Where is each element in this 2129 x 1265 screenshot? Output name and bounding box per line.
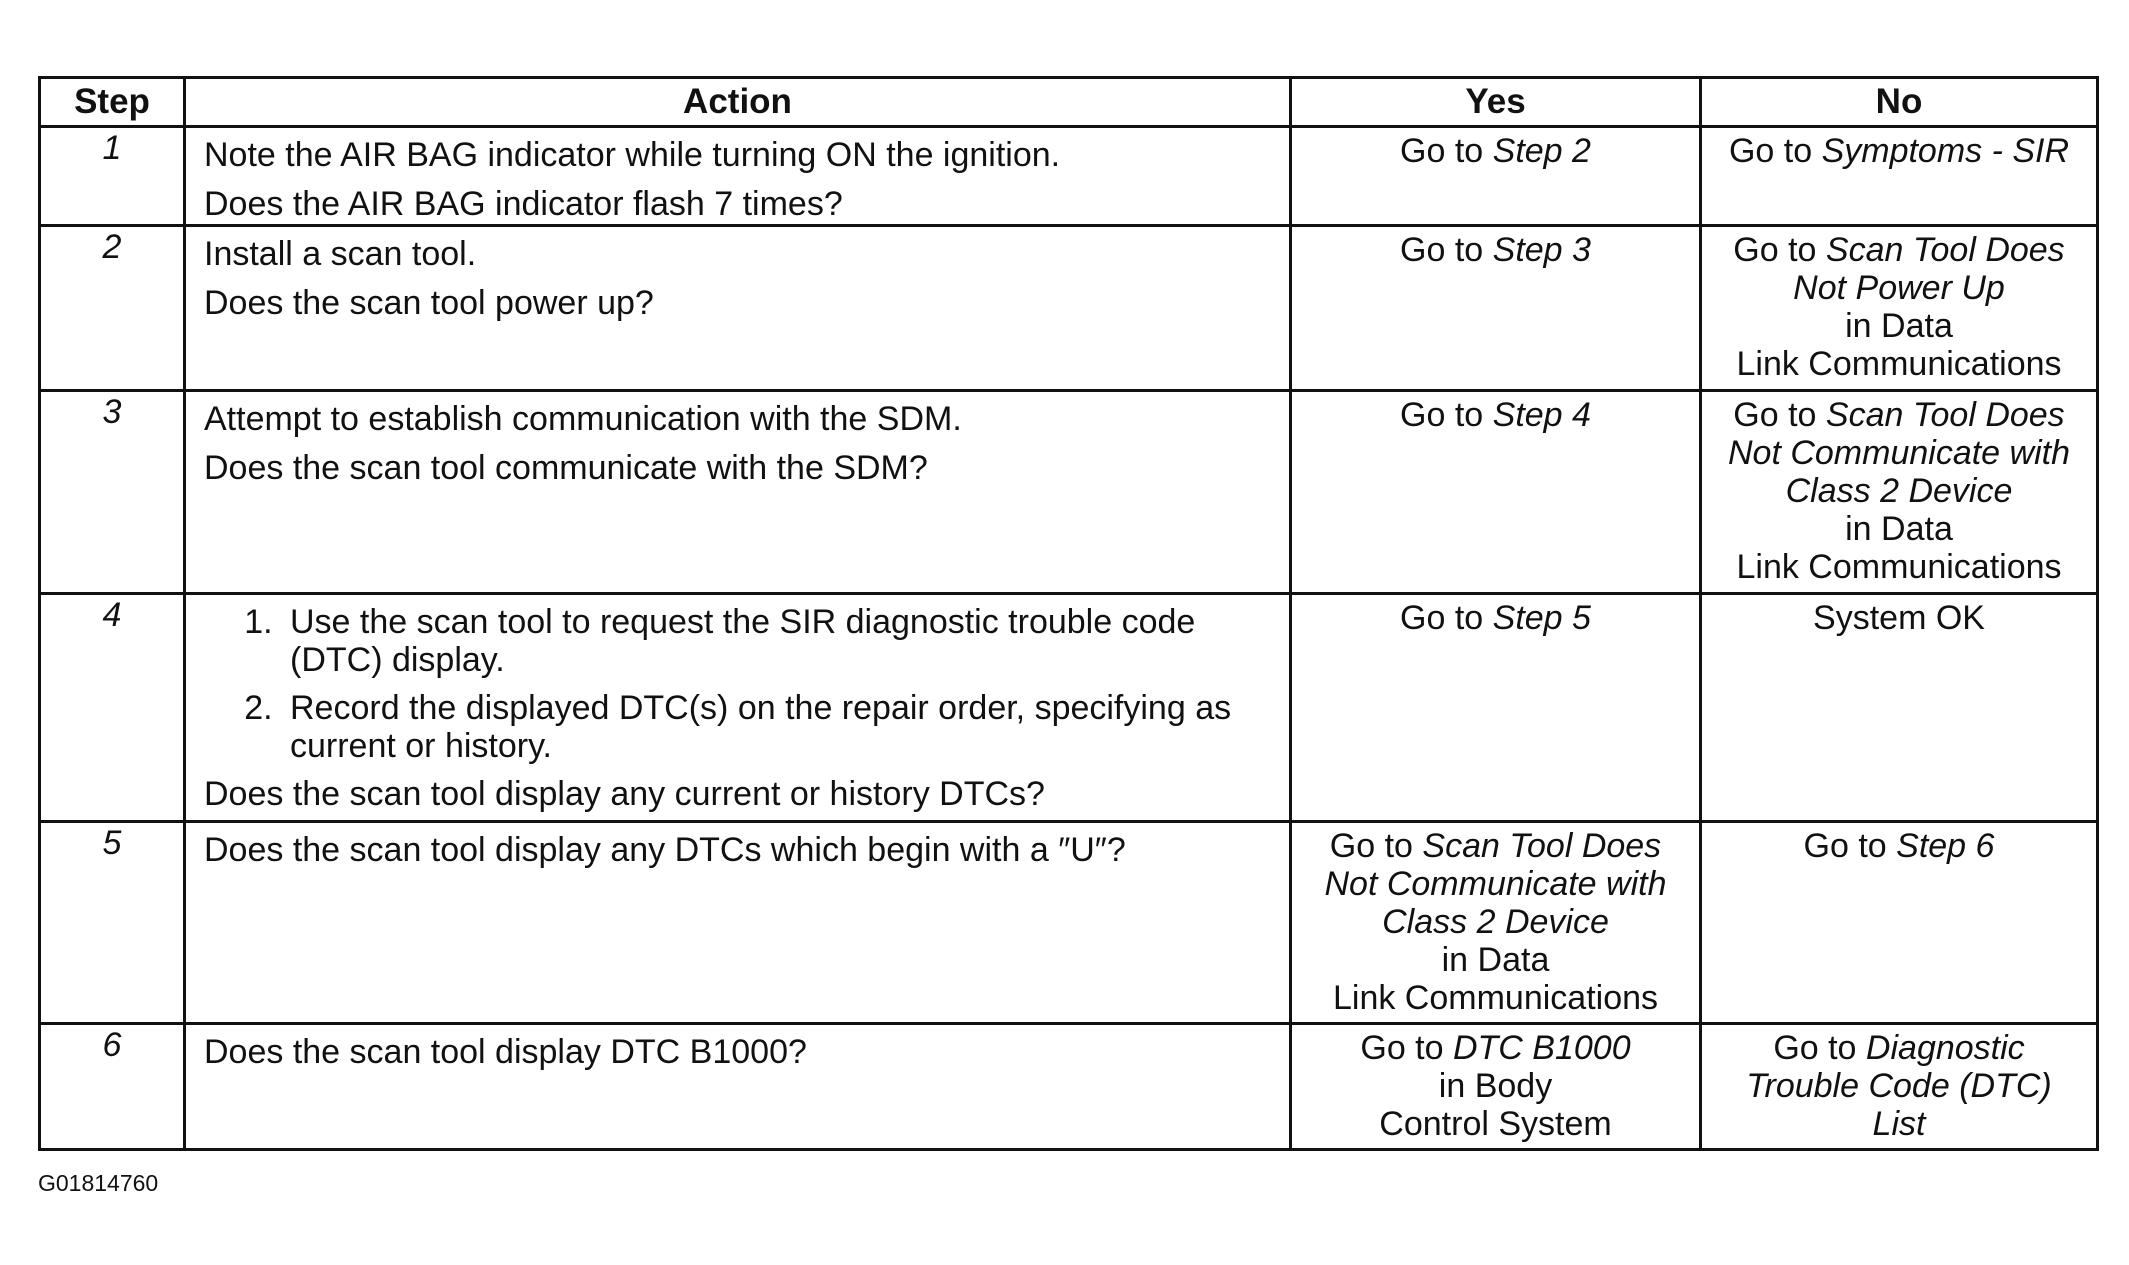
yes-prefix: Go to bbox=[1400, 396, 1493, 434]
no-cell bbox=[1701, 594, 2098, 822]
action-cell bbox=[185, 594, 1291, 822]
yes-cell bbox=[1291, 1024, 1701, 1150]
no-prefix: Go to bbox=[1773, 1029, 1866, 1067]
table-row bbox=[40, 226, 2098, 391]
yes-link[interactable]: Step 2 bbox=[1492, 132, 1591, 170]
diagnostic-table bbox=[38, 76, 2099, 1151]
yes-suffix: in Body bbox=[1438, 1067, 1553, 1105]
yes-link-cont[interactable]: Not Communicate with bbox=[1324, 865, 1667, 903]
step-number: 3 bbox=[40, 391, 185, 594]
action-question: Does the scan tool display DTC B1000? bbox=[204, 1033, 807, 1071]
no-link-cont[interactable]: Not Communicate with bbox=[1727, 434, 2070, 472]
step-number: 2 bbox=[40, 226, 185, 391]
header-action: Action bbox=[185, 78, 1291, 127]
no-cell bbox=[1701, 127, 2098, 226]
yes-cell bbox=[1291, 127, 1701, 226]
no-suffix: Link Communications bbox=[1736, 345, 2062, 383]
figure-id: G01814760 bbox=[38, 1170, 159, 1196]
no-link[interactable]: Symptoms - SIR bbox=[1821, 132, 2070, 170]
yes-link-cont[interactable]: Class 2 Device bbox=[1382, 903, 1609, 941]
no-suffix: Link Communications bbox=[1736, 548, 2062, 586]
no-prefix: Go to bbox=[1733, 231, 1826, 269]
header-step: Step bbox=[40, 78, 185, 127]
no-suffix: in Data bbox=[1845, 307, 1953, 345]
no-prefix: Go to bbox=[1733, 396, 1826, 434]
no-result: System OK bbox=[1813, 599, 1985, 637]
action-question: Does the scan tool display any current or history DTCs? bbox=[204, 775, 1045, 813]
action-steps-list bbox=[204, 603, 1275, 765]
header-row bbox=[40, 78, 2098, 127]
step-number: 4 bbox=[40, 594, 185, 822]
action-cell bbox=[185, 127, 1291, 226]
action-question: Does the scan tool communicate with the SDM? bbox=[204, 449, 928, 487]
yes-suffix: in Data bbox=[1441, 941, 1550, 979]
yes-prefix: Go to bbox=[1360, 1029, 1453, 1067]
no-link[interactable]: Diagnostic bbox=[1865, 1029, 2025, 1067]
table-row bbox=[40, 127, 2098, 226]
table-row bbox=[40, 1024, 2098, 1150]
list-item: 1. Use the scan tool to request the SIR diagnostic trouble code (DTC) display. bbox=[282, 603, 1275, 679]
action-instruction: Attempt to establish communication with the SDM. bbox=[204, 400, 962, 438]
header-yes: Yes bbox=[1291, 78, 1701, 127]
no-link-cont[interactable]: List bbox=[1872, 1105, 1926, 1143]
step-number: 1 bbox=[40, 127, 185, 226]
action-question: Does the scan tool display any DTCs which begin with a ″U″? bbox=[204, 831, 1126, 869]
no-link-cont[interactable]: Not Power Up bbox=[1793, 269, 2005, 307]
no-link-cont[interactable]: Class 2 Device bbox=[1785, 472, 2013, 510]
yes-cell bbox=[1291, 226, 1701, 391]
action-question: Does the AIR BAG indicator flash 7 times? bbox=[204, 185, 843, 223]
yes-cell bbox=[1291, 594, 1701, 822]
no-cell bbox=[1701, 1024, 2098, 1150]
no-prefix: Go to bbox=[1728, 132, 1822, 170]
yes-link[interactable]: DTC B1000 bbox=[1452, 1029, 1631, 1067]
action-question: Does the scan tool power up? bbox=[204, 284, 654, 322]
no-prefix: Go to bbox=[1803, 827, 1897, 865]
yes-cell bbox=[1291, 391, 1701, 594]
yes-prefix: Go to bbox=[1400, 132, 1493, 170]
yes-cell bbox=[1291, 822, 1701, 1024]
no-cell bbox=[1701, 822, 2098, 1024]
action-instruction: Note the AIR BAG indicator while turning ON the ignition. bbox=[204, 136, 1061, 174]
step-number: 6 bbox=[40, 1024, 185, 1150]
yes-prefix: Go to bbox=[1400, 231, 1493, 269]
action-cell bbox=[185, 226, 1291, 391]
yes-prefix: Go to bbox=[1329, 827, 1423, 865]
header-no: No bbox=[1701, 78, 2098, 127]
table-row bbox=[40, 822, 2098, 1024]
action-cell bbox=[185, 822, 1291, 1024]
yes-link[interactable]: Step 4 bbox=[1492, 396, 1591, 434]
step-number: 5 bbox=[40, 822, 185, 1024]
no-cell bbox=[1701, 391, 2098, 594]
table-row bbox=[40, 391, 2098, 594]
action-instruction: Install a scan tool. bbox=[204, 235, 477, 273]
no-link-cont[interactable]: Trouble Code (DTC) bbox=[1746, 1067, 2052, 1105]
list-item: 2. Record the displayed DTC(s) on the repair order, specifying as current or history. bbox=[282, 689, 1275, 765]
table-row bbox=[40, 594, 2098, 822]
no-link[interactable]: Step 6 bbox=[1896, 827, 1995, 865]
action-cell bbox=[185, 391, 1291, 594]
yes-link[interactable]: Step 3 bbox=[1492, 231, 1591, 269]
action-cell bbox=[185, 1024, 1291, 1150]
no-link[interactable]: Scan Tool Does bbox=[1825, 396, 2065, 434]
no-link[interactable]: Scan Tool Does bbox=[1825, 231, 2065, 269]
yes-prefix: Go to bbox=[1400, 599, 1493, 637]
no-suffix: in Data bbox=[1845, 510, 1953, 548]
yes-suffix: Control System bbox=[1379, 1105, 1612, 1143]
yes-link[interactable]: Scan Tool Does bbox=[1422, 827, 1662, 865]
yes-link[interactable]: Step 5 bbox=[1492, 599, 1591, 637]
no-cell bbox=[1701, 226, 2098, 391]
yes-suffix: Link Communications bbox=[1332, 979, 1659, 1017]
